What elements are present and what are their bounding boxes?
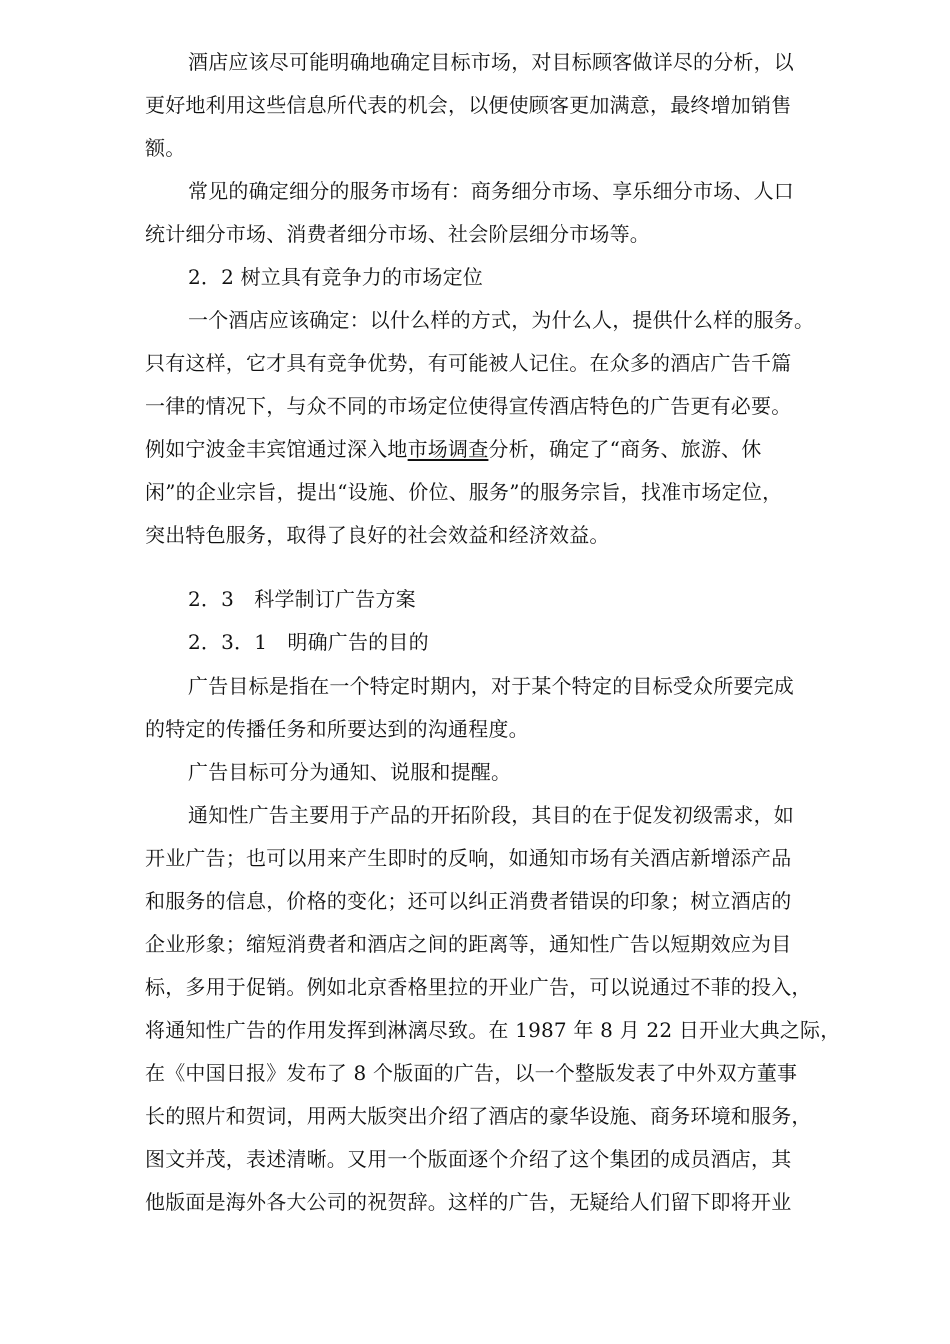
paragraph-target-market-line-3: 额。 — [145, 136, 186, 160]
market-research-link[interactable]: 市场调查 — [407, 437, 489, 461]
paragraph-segments-line-1: 常见的确定细分的服务市场有：商务细分市场、享乐细分市场、人口 — [188, 179, 794, 203]
paragraph-informative-line-5: 标，多用于促销。例如北京香格里拉的开业广告，可以说通过不菲的投入， — [145, 975, 812, 999]
paragraph-informative-line-4: 企业形象；缩短消费者和酒店之间的距离等，通知性广告以短期效应为目 — [145, 932, 792, 956]
paragraph-positioning-line-2: 只有这样，它才具有竞争优势，有可能被人记住。在众多的酒店广告千篇 — [145, 351, 792, 375]
paragraph-positioning-line-4 — [145, 436, 761, 462]
paragraph-ad-goal-types: 广告目标可分为通知、说服和提醒。 — [188, 760, 512, 784]
paragraph-positioning-line-3: 一律的情况下，与众不同的市场定位使得宣传酒店特色的广告更有必要。 — [145, 394, 792, 418]
paragraph-segments-line-2: 统计细分市场、消费者细分市场、社会阶层细分市场等。 — [145, 222, 650, 246]
paragraph-informative-line-10: 他版面是海外各大公司的祝贺辞。这样的广告，无疑给人们留下即将开业 — [145, 1190, 792, 1214]
paragraph-ad-goal-line-2: 的特定的传播任务和所要达到的沟通程度。 — [145, 717, 529, 741]
paragraph-positioning-line-5: 闲”的企业宗旨，提出“设施、价位、服务”的服务宗旨，找准市场定位， — [145, 480, 783, 504]
paragraph-ad-goal-line-1: 广告目标是指在一个特定时期内，对于某个特定的目标受众所要完成 — [188, 674, 794, 698]
paragraph-target-market-line-2: 更好地利用这些信息所代表的机会，以便使顾客更加满意，最终增加销售 — [145, 93, 792, 117]
paragraph-informative-line-7: 在《中国日报》发布了 8 个版面的广告，以一个整版发表了中外双方董事 — [145, 1061, 798, 1085]
heading-2-2: 2．2 树立具有竞争力的市场定位 — [188, 265, 484, 289]
paragraph-positioning-line-6: 突出特色服务，取得了良好的社会效益和经济效益。 — [145, 523, 610, 547]
positioning-text-after-link: 分析，确定了“商务、旅游、休 — [488, 437, 762, 461]
paragraph-informative-line-9: 图文并茂，表述清晰。又用一个版面逐个介绍了这个集团的成员酒店，其 — [145, 1147, 792, 1171]
positioning-text-before-link: 例如宁波金丰宾馆通过深入地 — [145, 437, 408, 461]
paragraph-informative-line-3: 和服务的信息，价格的变化；还可以纠正消费者错误的印象；树立酒店的 — [145, 889, 792, 913]
paragraph-positioning-line-1: 一个酒店应该确定：以什么样的方式，为什么人，提供什么样的服务。 — [188, 308, 815, 332]
heading-2-3-1: 2．3．1 明确广告的目的 — [188, 630, 429, 654]
paragraph-informative-line-8: 长的照片和贺词，用两大版突出介绍了酒店的豪华设施、商务环境和服务， — [145, 1104, 812, 1128]
paragraph-target-market-line-1: 酒店应该尽可能明确地确定目标市场，对目标顾客做详尽的分析，以 — [188, 50, 794, 74]
heading-2-3: 2．3 科学制订广告方案 — [188, 587, 416, 611]
paragraph-informative-line-6: 将通知性广告的作用发挥到淋漓尽致。在 1987 年 8 月 22 日开业大典之际， — [145, 1018, 841, 1042]
paragraph-informative-line-1: 通知性广告主要用于产品的开拓阶段，其目的在于促发初级需求，如 — [188, 803, 794, 827]
paragraph-informative-line-2: 开业广告；也可以用来产生即时的反响，如通知市场有关酒店新增添产品 — [145, 846, 792, 870]
